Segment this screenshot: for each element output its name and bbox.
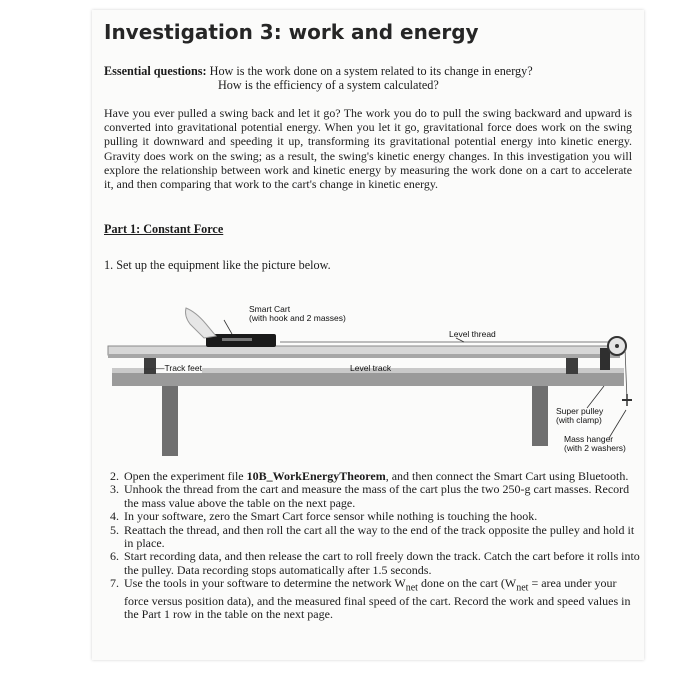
part-heading: Part 1: Constant Force [104,222,224,236]
page-title: Investigation 3: work and energy [104,20,479,44]
label-level-thread: Level thread [449,329,496,339]
intro-paragraph: Have you ever pulled a swing back and let it go? The work you do to pull the swing backward and upward is converted into gravitational potential energy. When you let it go, gravitational force does work on the swing pulling it downward and speeding it up, transforming its gravitational potential energy into kinetic energy. Gravity does work on the swing; as a result, the swing's kinetic energy changes. In this investigation you will explore the relationship between work and kinetic energy by measuring the work done on a cart to accelerate it, and then comparing that work to the cart's change in kinetic energy. [104,106,632,192]
essential-questions [104,64,533,92]
track-foot-right [566,358,578,374]
track-foot-left [144,358,156,374]
equipment-illustration [104,290,644,460]
step-4: 4. In your software, zero the Smart Cart force sensor while nothing is touching the hook. [122,510,642,523]
table-top [112,372,624,386]
step-7: 7. Use the tools in your software to determine the network $W_{net}$ done on the cart ($W_{net}$ = area under your force versus position data), and the measured final speed of the cart. Record the work and speed values in the Part 1 row in the table on the next page. [122,577,642,622]
equipment-figure [104,290,644,460]
essential-questions-label: Essential questions: [104,64,207,78]
essential-question-1: How is the work done on a system related to its change in energy? [209,64,533,78]
step-5: 5. Reattach the thread, and then roll the cart all the way to the end of the track opposite the pulley and hold it in place. [122,524,642,551]
label-track-feet: —Track feet [156,363,202,373]
label-smart-cart: Smart Cart (with hook and 2 masses) [249,304,346,323]
level-track [108,346,620,355]
hand-icon [186,308,217,338]
step-6: 6. Start recording data, and then release the cart to roll freely down the track. Catch the cart before it rolls into the pulley. Data recording stops automatically after 1.5 seconds. [122,550,642,577]
label-mass-hanger: Mass hanger (with 2 washers) [564,434,626,453]
table-leg-left [162,386,178,456]
step-3: 3. Unhook the thread from the cart and measure the mass of the cart plus the two 250-g cart masses. Record the mass value above the table on the next page. [122,483,642,510]
step-2: 2. Open the experiment file 10B_WorkEnergyTheorem, and then connect the Smart Cart using Bluetooth. [122,470,642,483]
label-super-pulley: Super pulley (with clamp) [556,406,604,425]
procedure-steps [100,470,642,622]
table-leg-right [532,386,548,446]
label-level-track: Level track [350,363,392,373]
step-1: 1. Set up the equipment like the picture below. [104,258,331,272]
pulley-clamp [600,348,610,370]
essential-question-2: How is the efficiency of a system calculated? [218,78,439,92]
